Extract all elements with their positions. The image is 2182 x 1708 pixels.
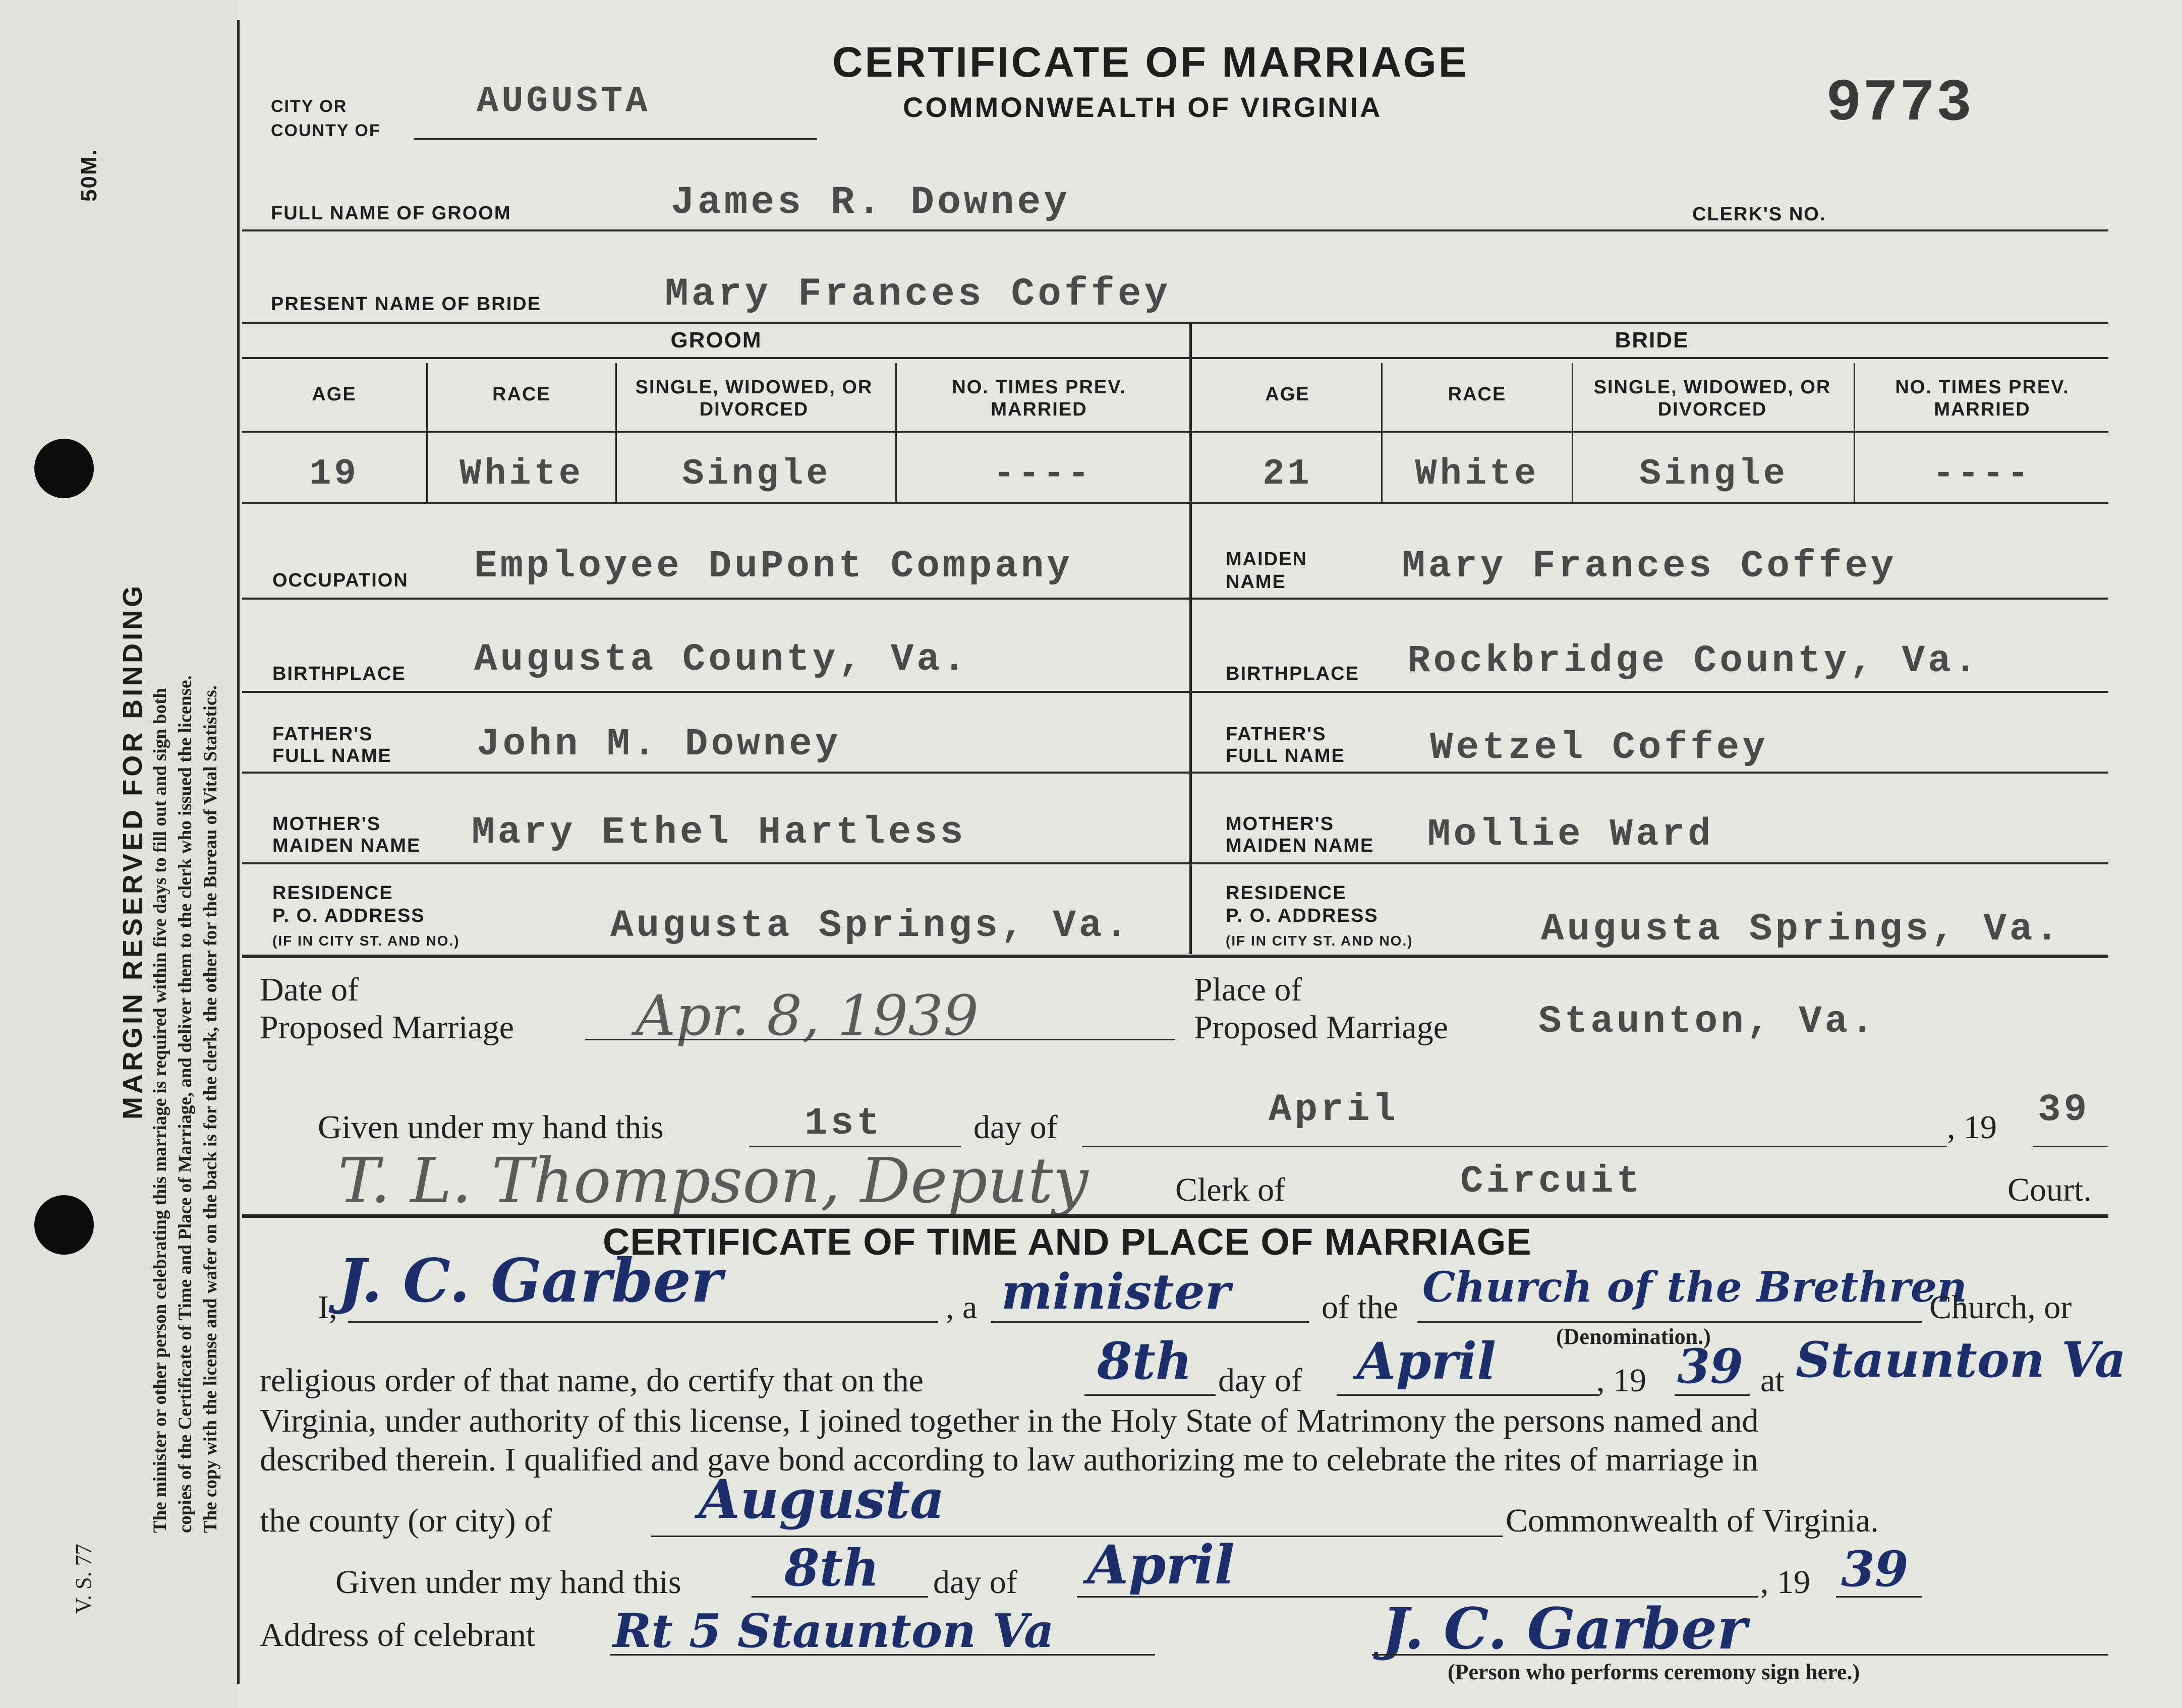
celebrant-address-underline	[610, 1654, 1155, 1656]
ceremony-day-of-text: day of	[1218, 1362, 1302, 1399]
groom-residence-label-2: P. O. ADDRESS	[272, 905, 425, 926]
court-value: Circuit	[1460, 1160, 1643, 1203]
ceremony-given-year-underline	[1836, 1596, 1922, 1598]
groom-mother-value: Mary Ethel Hartless	[472, 811, 966, 854]
license-given-text: Given under my hand this	[318, 1109, 664, 1146]
celebrant-name-underline	[348, 1321, 938, 1323]
license-month-underline	[1082, 1146, 1947, 1147]
ceremony-commonwealth-text: Commonwealth of Virginia.	[1506, 1502, 1879, 1539]
bride-col-divider-2	[1572, 363, 1573, 502]
groom-residence-label-3: (IF IN CITY ST. AND NO.)	[272, 933, 460, 949]
binding-hole-top	[34, 439, 94, 498]
margin-instructions-line-3: The copy with the license and wafer on the back is for the clerk, the other for the Bureau of Vital Statistics.	[200, 685, 221, 1533]
license-month-value: April	[1269, 1088, 1399, 1132]
city-label-line1: CITY OR	[271, 97, 348, 116]
bride-mother-value: Mollie Ward	[1427, 813, 1714, 856]
proposed-date-label-1: Date of	[260, 971, 359, 1008]
bride-mother-label-2: MAIDEN NAME	[1226, 835, 1374, 856]
celebrant-signature-underline	[1372, 1654, 2108, 1656]
clerk-no-label: CLERK'S NO.	[1692, 204, 1826, 225]
ceremony-given-year-prefix: , 19	[1760, 1564, 1810, 1601]
ceremony-given-month-value: April	[1087, 1533, 1235, 1596]
margin-instructions-line-1: The minister or other person celebrating this marriage is required within five days to fill out and sign both	[150, 687, 170, 1533]
ceremony-title: CERTIFICATE OF TIME AND PLACE OF MARRIAGE	[603, 1221, 1532, 1263]
proposed-place-label-1: Place of	[1194, 971, 1302, 1008]
license-year-value: 39	[2038, 1088, 2090, 1132]
bride-residence-value: Augusta Springs, Va.	[1541, 908, 2062, 951]
margin-instructions-line-2: copies of the Certificate of Time and Place of Marriage, and deliver them to the clerk who issued the license.	[175, 675, 196, 1533]
bride-father-label-1: FATHER'S	[1226, 724, 1327, 745]
bride-birthplace-label: BIRTHPLACE	[1226, 663, 1359, 684]
bride-name-line	[242, 322, 2108, 324]
table-values-line	[242, 502, 2108, 504]
ceremony-i-text: I,	[318, 1289, 337, 1326]
ceremony-line3-text: Virginia, under authority of this license, I joined together in the Holy State of Matrimony the persons named and	[260, 1402, 1759, 1439]
celebrant-role-value: minister	[1001, 1263, 1231, 1320]
binding-title: MARGIN RESERVED FOR BINDING	[118, 582, 148, 1120]
celebrant-signature: J. C. Garber	[1382, 1596, 1747, 1662]
ceremony-day-value: 8th	[1097, 1331, 1192, 1391]
bride-father-value: Wetzel Coffey	[1430, 726, 1768, 770]
bride-residence-label-1: RESIDENCE	[1226, 882, 1347, 904]
father-line	[242, 772, 2108, 774]
ceremony-given-text: Given under my hand this	[335, 1564, 681, 1601]
denomination-caption: (Denomination.)	[1556, 1324, 1711, 1349]
clerk-of-text: Clerk of	[1175, 1171, 1286, 1208]
occupation-line	[242, 598, 2108, 600]
celebrant-address-label: Address of celebrant	[260, 1617, 536, 1654]
groom-race-value: White	[459, 453, 584, 495]
ceremony-county-value: Augusta	[699, 1467, 945, 1530]
bride-maiden-label-1: MAIDEN	[1226, 549, 1307, 570]
bride-mother-label-1: MOTHER'S	[1226, 813, 1335, 835]
ceremony-given-day-underline	[752, 1596, 928, 1598]
license-year-underline	[2033, 1146, 2108, 1147]
proposed-place-value: Staunton, Va.	[1538, 1000, 1877, 1043]
binding-hole-bottom	[34, 1195, 94, 1255]
ceremony-month-underline	[1337, 1394, 1599, 1396]
groom-col-divider-3	[895, 363, 897, 502]
ceremony-year-prefix: , 19	[1596, 1362, 1646, 1399]
bride-times-value: ----	[1932, 453, 2032, 495]
ceremony-line4-text: described therein. I qualified and gave bond according to law authorizing me to celebrate the rites of marriage in	[260, 1441, 1758, 1478]
groom-residence-label-1: RESIDENCE	[272, 882, 393, 904]
groom-times-value: ----	[993, 453, 1093, 495]
bride-race-header: RACE	[1448, 384, 1507, 405]
groom-status-header: SINGLE, WIDOWED, OR DIVORCED	[635, 377, 873, 420]
clerk-signature: T. L. Thompson, Deputy	[338, 1145, 1088, 1217]
ceremony-year-value: 39	[1677, 1339, 1743, 1394]
residence-line	[242, 955, 2108, 958]
ceremony-of-the-text: of the	[1322, 1289, 1399, 1326]
certificate-number: 9773	[1826, 71, 1973, 138]
birthplace-line	[242, 691, 2108, 693]
bride-age-header: AGE	[1265, 384, 1310, 405]
court-text: Court.	[2007, 1171, 2092, 1208]
table-columns-line	[242, 431, 2108, 433]
occupation-value: Employee DuPont Company	[474, 545, 1073, 588]
denomination-underline	[1417, 1321, 1922, 1323]
margin-top-code: 50M.	[77, 148, 101, 202]
table-header-line	[242, 357, 2108, 359]
ceremony-month-value: April	[1357, 1331, 1497, 1391]
proposed-date-label-2: Proposed Marriage	[260, 1009, 514, 1046]
ceremony-given-day-of-text: day of	[933, 1564, 1017, 1601]
groom-mother-label-2: MAIDEN NAME	[272, 835, 421, 856]
groom-times-header: NO. TIMES PREV. MARRIED	[952, 377, 1126, 420]
groom-father-label-1: FATHER'S	[272, 724, 373, 745]
bride-residence-label-3: (IF IN CITY ST. AND NO.)	[1226, 933, 1413, 949]
groom-status-value: Single	[682, 453, 831, 495]
celebrant-name-value: J. C. Garber	[338, 1246, 722, 1316]
groom-header: GROOM	[670, 328, 762, 352]
ceremony-at-text: at	[1760, 1362, 1785, 1399]
groom-age-value: 19	[309, 453, 359, 495]
proposed-date-value: Apr. 8, 1939	[636, 983, 979, 1048]
bride-col-divider-3	[1854, 363, 1855, 502]
bride-times-header: NO. TIMES PREV. MARRIED	[1895, 377, 2070, 420]
mother-line	[242, 862, 2108, 864]
ceremony-church-text: Church, or	[1929, 1289, 2072, 1326]
ceremony-year-underline	[1675, 1394, 1750, 1396]
groom-col-divider-2	[615, 363, 617, 502]
bride-status-value: Single	[1639, 453, 1789, 495]
bride-name-label: PRESENT NAME OF BRIDE	[271, 293, 542, 315]
margin-divider	[237, 20, 240, 1684]
ceremony-county-underline	[651, 1536, 1503, 1537]
bride-residence-label-2: P. O. ADDRESS	[1226, 905, 1379, 926]
bride-header: BRIDE	[1615, 328, 1689, 352]
denomination-value: Church of the Brethren	[1422, 1263, 1967, 1312]
ceremony-a-text: , a	[946, 1289, 978, 1326]
bride-race-value: White	[1415, 453, 1539, 495]
groom-father-label-2: FULL NAME	[272, 745, 392, 767]
groom-residence-value: Augusta Springs, Va.	[610, 904, 1131, 948]
bride-father-label-2: FULL NAME	[1226, 745, 1345, 767]
form-subtitle: COMMONWEALTH OF VIRGINIA	[903, 91, 1383, 123]
proposed-place-label-2: Proposed Marriage	[1194, 1009, 1449, 1046]
proposed-date-underline	[585, 1039, 1175, 1040]
bride-age-value: 21	[1262, 453, 1312, 495]
ceremony-line2-text: religious order of that name, do certify that on the	[260, 1362, 924, 1399]
groom-father-value: John M. Downey	[477, 723, 841, 766]
signature-caption: (Person who performs ceremony sign here.)	[1448, 1660, 1860, 1684]
form-title: CERTIFICATE OF MARRIAGE	[832, 38, 1469, 86]
bride-status-header: SINGLE, WIDOWED, OR DIVORCED	[1593, 377, 1831, 420]
ceremony-place-value: Staunton Va	[1796, 1331, 2126, 1388]
groom-name-line	[242, 229, 2108, 231]
celebrant-address-value: Rt 5 Staunton Va	[613, 1604, 1054, 1658]
license-day-value: 1st	[805, 1102, 883, 1145]
county-underline	[414, 138, 817, 140]
city-label-line2: COUNTY OF	[271, 121, 381, 140]
ceremony-given-year-value: 39	[1841, 1541, 1909, 1598]
ceremony-day-underline	[1084, 1394, 1216, 1396]
license-day-of-text: day of	[973, 1109, 1058, 1146]
license-year-prefix: , 19	[1947, 1109, 1997, 1146]
celebrant-role-underline	[991, 1321, 1309, 1323]
groom-mother-label-1: MOTHER'S	[272, 813, 381, 835]
county-value: AUGUSTA	[477, 81, 651, 122]
groom-birthplace-value: Augusta County, Va.	[474, 638, 969, 681]
form-code: V. S. 77	[71, 1544, 96, 1614]
bride-birthplace-value: Rockbridge County, Va.	[1407, 639, 1980, 683]
groom-race-header: RACE	[492, 384, 551, 405]
bride-maiden-value: Mary Frances Coffey	[1402, 545, 1897, 588]
ceremony-county-text: the county (or city) of	[260, 1502, 552, 1539]
table-center-divider	[1189, 324, 1192, 954]
groom-birthplace-label: BIRTHPLACE	[272, 663, 406, 684]
license-bottom-line	[242, 1214, 2108, 1218]
occupation-label: OCCUPATION	[272, 570, 409, 591]
ceremony-given-day-value: 8th	[784, 1538, 880, 1598]
bride-maiden-label-2: NAME	[1226, 571, 1286, 593]
groom-name-label: FULL NAME OF GROOM	[271, 203, 511, 224]
groom-name-value: James R. Downey	[671, 181, 1071, 225]
bride-name-value: Mary Frances Coffey	[665, 272, 1171, 317]
groom-age-header: AGE	[312, 384, 357, 405]
